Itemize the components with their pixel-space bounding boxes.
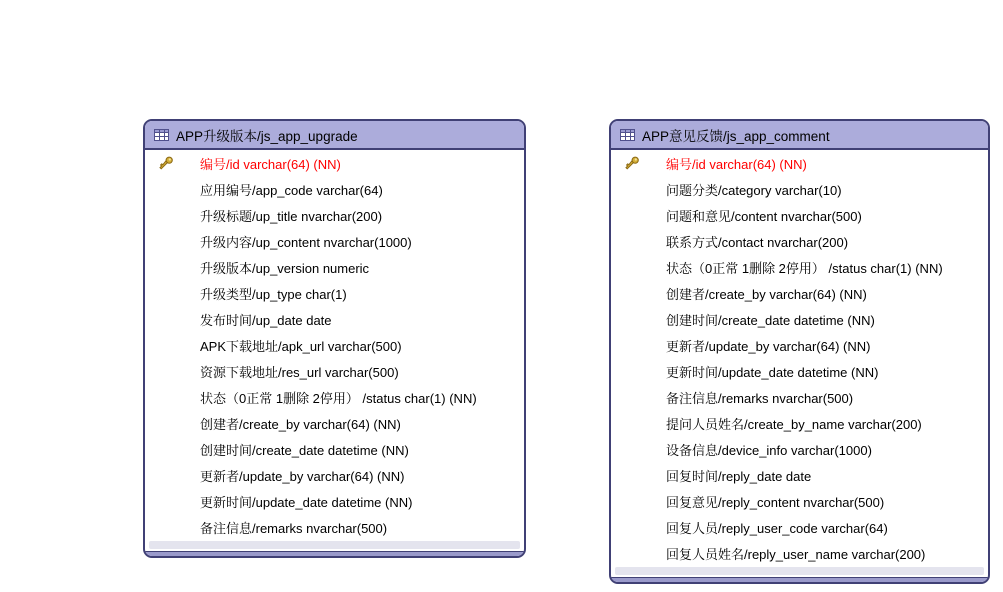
column-definition: 编号/id varchar(64) (NN) [200, 156, 341, 172]
entity-js-app-upgrade[interactable] [143, 119, 526, 558]
entity-footer-band [145, 551, 524, 558]
column-definition: 更新时间/update_date datetime (NN) [666, 364, 879, 380]
entity-js-app-comment[interactable] [609, 119, 990, 584]
column-definition: 升级内容/up_content nvarchar(1000) [200, 234, 412, 250]
entity-columns-list [145, 150, 524, 540]
table-row [611, 540, 988, 566]
table-row [145, 462, 524, 488]
column-definition: 回复时间/reply_date date [666, 468, 812, 484]
table-row [611, 306, 988, 332]
column-definition: 创建者/create_by varchar(64) (NN) [200, 416, 401, 432]
column-definition: 升级标题/up_title nvarchar(200) [200, 208, 383, 224]
column-definition: 更新时间/update_date datetime (NN) [200, 494, 413, 510]
entity-footer-band [611, 577, 988, 584]
table-row [611, 280, 988, 306]
table-row [145, 150, 524, 176]
table-row [611, 514, 988, 540]
column-definition: 应用编号/app_code varchar(64) [200, 182, 383, 198]
column-definition: 更新者/update_by varchar(64) (NN) [666, 338, 871, 354]
table-icon [154, 129, 169, 141]
table-row [145, 228, 524, 254]
column-definition: 创建时间/create_date datetime (NN) [666, 312, 875, 328]
column-definition: 回复人员/reply_user_code varchar(64) [666, 520, 888, 536]
table-row [145, 332, 524, 358]
column-definition: 编号/id varchar(64) (NN) [666, 156, 807, 172]
table-row [611, 410, 988, 436]
entity-title: APP升级版本/js_app_upgrade [176, 128, 358, 144]
table-row [611, 228, 988, 254]
table-row [611, 202, 988, 228]
column-definition: 状态（0正常 1删除 2停用） /status char(1) (NN) [666, 260, 943, 276]
column-definition: 状态（0正常 1删除 2停用） /status char(1) (NN) [200, 390, 477, 406]
column-definition: 资源下载地址/res_url varchar(500) [200, 364, 399, 380]
primary-key-icon [157, 156, 174, 171]
column-definition: 回复意见/reply_content nvarchar(500) [666, 494, 885, 510]
entity-footer-strip [615, 567, 984, 575]
table-icon [620, 129, 635, 141]
table-row [145, 202, 524, 228]
column-definition: 备注信息/remarks nvarchar(500) [666, 390, 854, 406]
table-row [611, 332, 988, 358]
table-row [145, 254, 524, 280]
column-definition: 更新者/update_by varchar(64) (NN) [200, 468, 405, 484]
column-definition: 设备信息/device_info varchar(1000) [666, 442, 872, 458]
entity-header[interactable] [611, 121, 988, 150]
column-definition: APK下载地址/apk_url varchar(500) [200, 338, 402, 354]
table-row [611, 358, 988, 384]
table-row [611, 254, 988, 280]
table-row [145, 436, 524, 462]
column-definition: 问题分类/category varchar(10) [666, 182, 842, 198]
table-row [145, 410, 524, 436]
primary-key-cell [611, 156, 666, 171]
column-definition: 联系方式/contact nvarchar(200) [666, 234, 849, 250]
column-definition: 升级类型/up_type char(1) [200, 286, 347, 302]
table-row [611, 384, 988, 410]
primary-key-cell [145, 156, 200, 171]
primary-key-icon [623, 156, 640, 171]
column-definition: 发布时间/up_date date [200, 312, 332, 328]
column-definition: 创建者/create_by varchar(64) (NN) [666, 286, 867, 302]
table-row [611, 150, 988, 176]
column-definition: 备注信息/remarks nvarchar(500) [200, 520, 388, 536]
table-icon-slot [620, 129, 635, 141]
table-row [611, 488, 988, 514]
entity-columns-list [611, 150, 988, 566]
table-row [145, 306, 524, 332]
table-row [145, 280, 524, 306]
entity-footer-strip [149, 541, 520, 549]
column-definition: 创建时间/create_date datetime (NN) [200, 442, 409, 458]
column-definition: 升级版本/up_version numeric [200, 260, 370, 276]
column-definition: 回复人员姓名/reply_user_name varchar(200) [666, 546, 926, 562]
entity-header[interactable] [145, 121, 524, 150]
table-icon-slot [154, 129, 169, 141]
entity-title: APP意见反馈/js_app_comment [642, 128, 830, 144]
table-row [145, 384, 524, 410]
table-row [145, 358, 524, 384]
table-row [145, 514, 524, 540]
column-definition: 问题和意见/content nvarchar(500) [666, 208, 862, 224]
table-row [145, 176, 524, 202]
column-definition: 提问人员姓名/create_by_name varchar(200) [666, 416, 922, 432]
table-row [611, 176, 988, 202]
table-row [145, 488, 524, 514]
table-row [611, 436, 988, 462]
table-row [611, 462, 988, 488]
